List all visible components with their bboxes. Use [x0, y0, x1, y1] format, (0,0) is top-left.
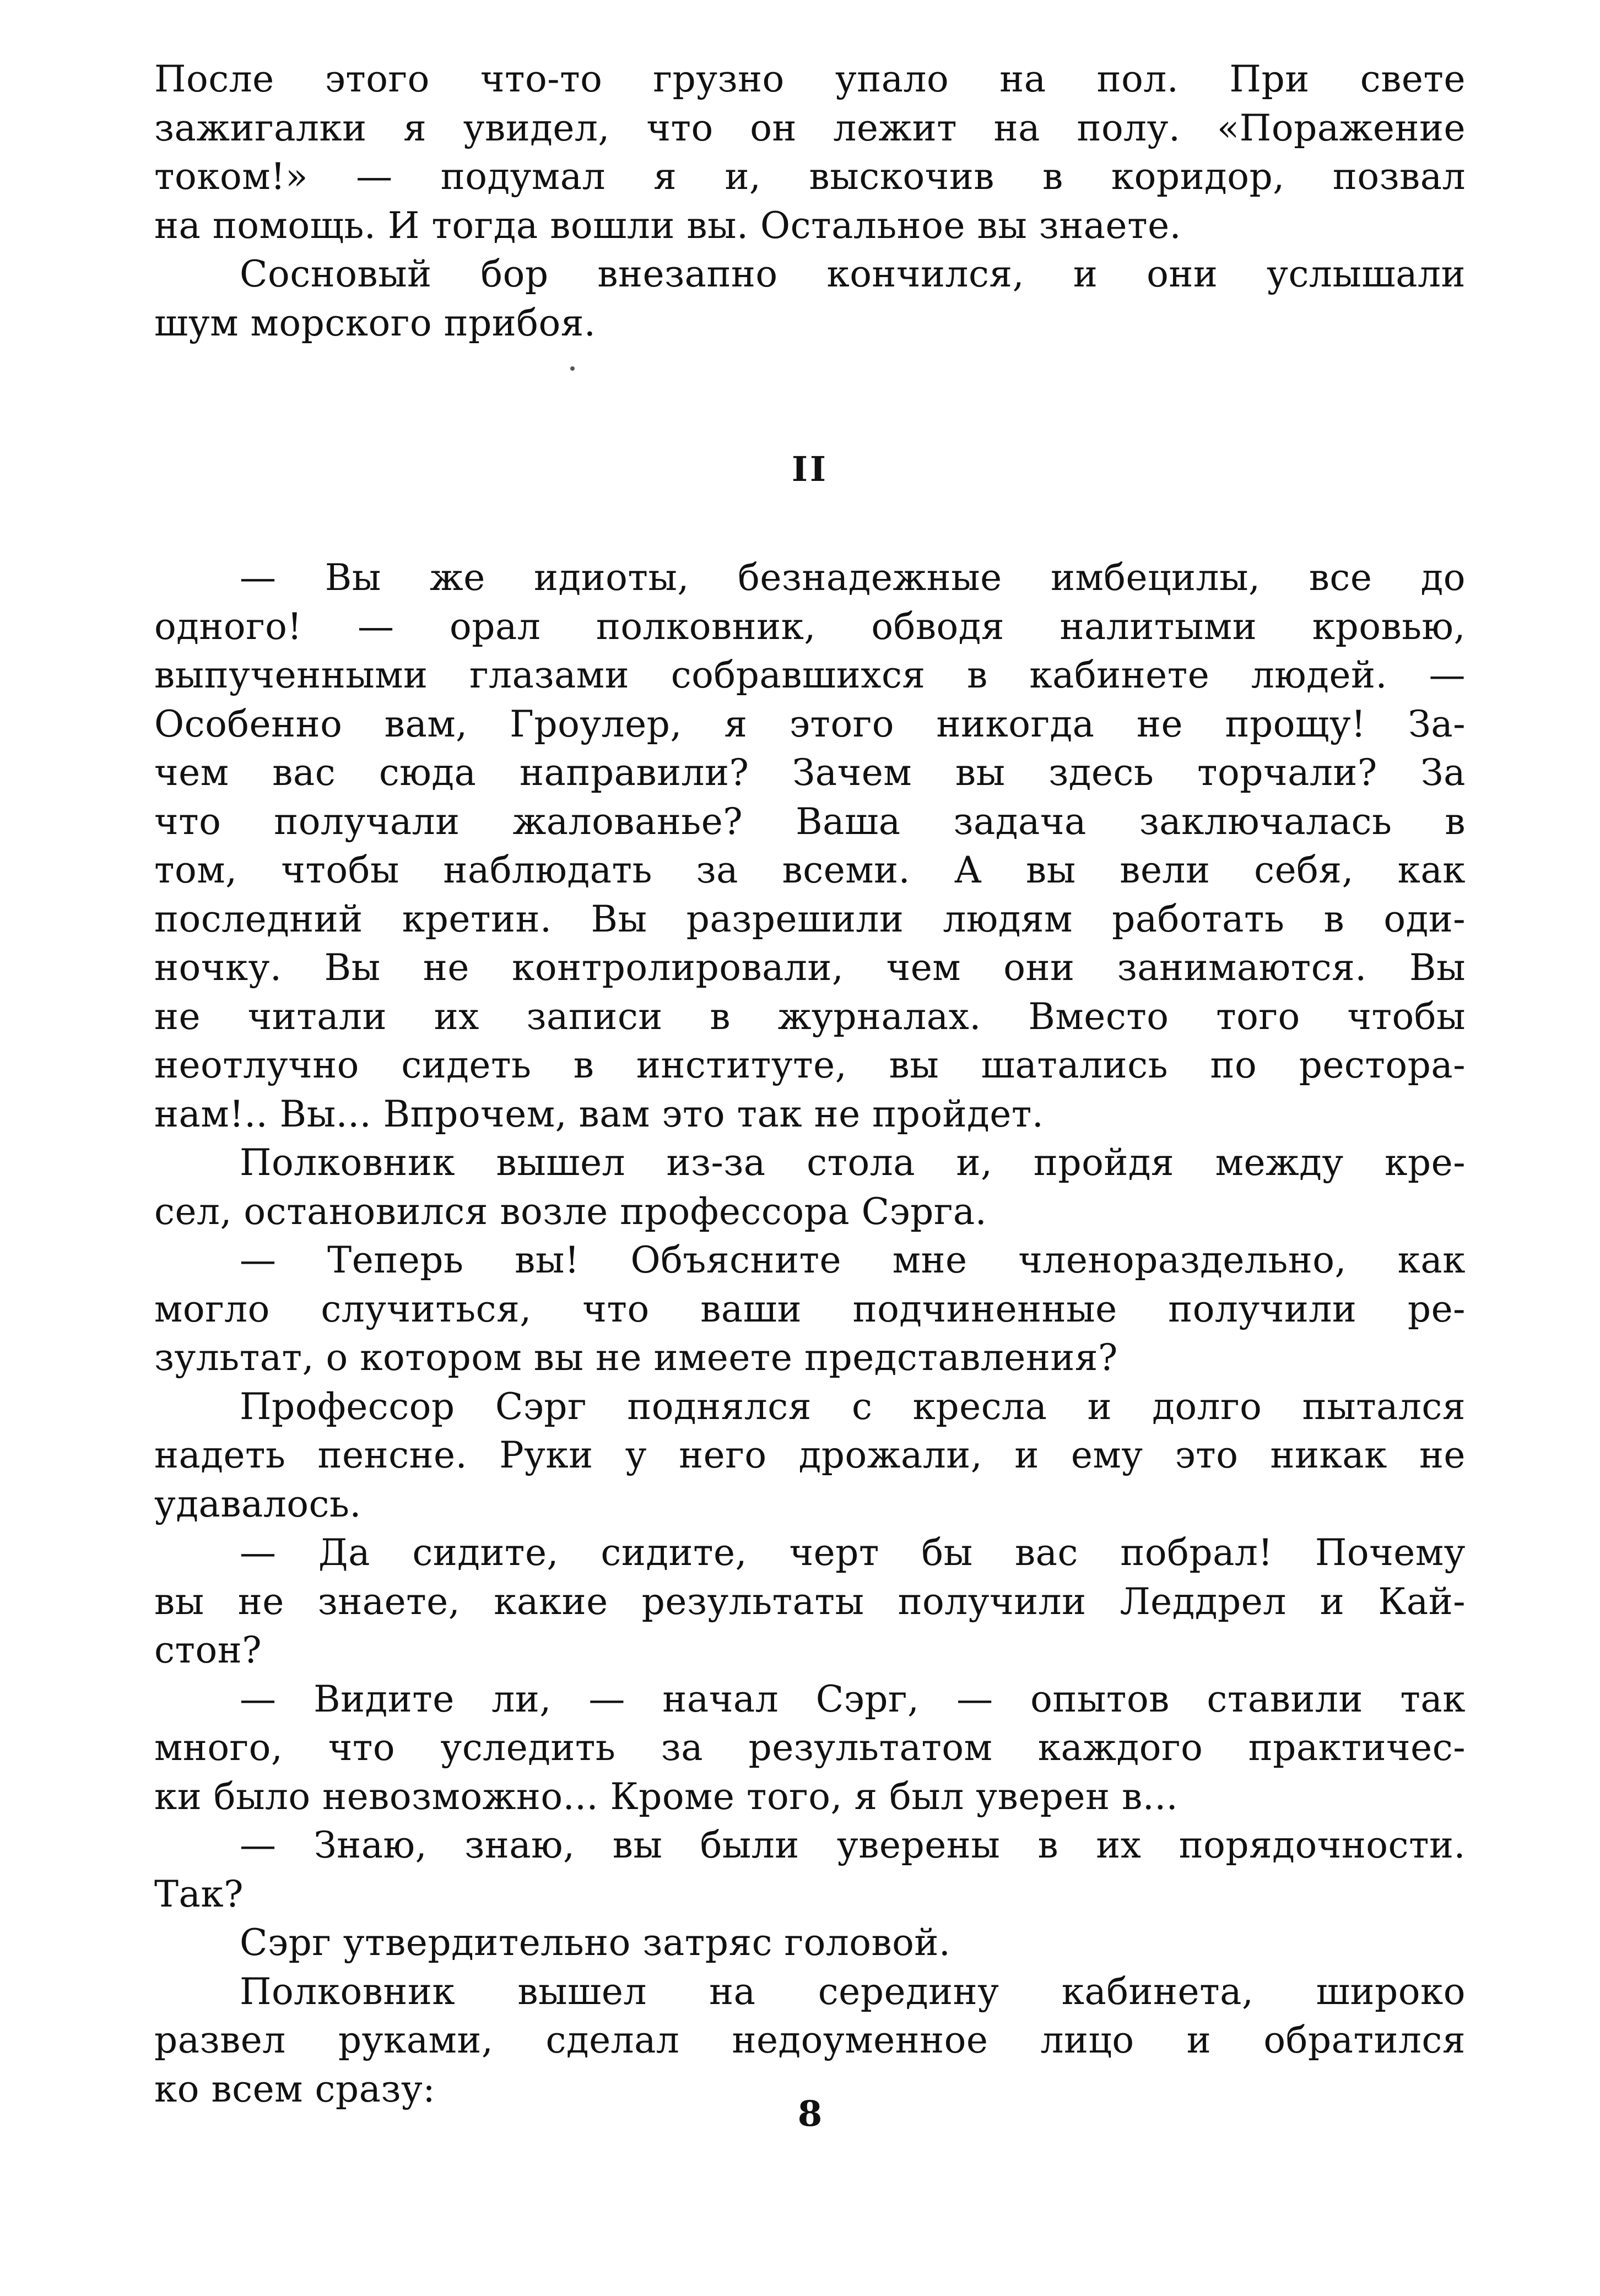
text-line: неотлучно сидеть в институте, вы шатались по рестора-: [154, 1044, 1466, 1086]
text-line: Сэрг утвердительно затряс головой.: [240, 1921, 951, 1964]
section-heading: II: [791, 449, 828, 489]
paragraph: [154, 1821, 1466, 1919]
text-line: надеть пенсне. Руки у него дрожали, и ему это никак не: [154, 1434, 1466, 1476]
paragraph: [154, 554, 1466, 1139]
text-line: на помощь. И тогда вошли вы. Остальное вы знаете.: [154, 204, 1182, 247]
text-line: — Видите ли, — начал Сэрг, — опытов ставили так: [240, 1677, 1466, 1720]
text-line: последний кретин. Вы разрешили людям работать в оди-: [154, 897, 1466, 940]
text-block-top: [154, 55, 1466, 348]
text-line: стон?: [154, 1629, 262, 1671]
text-line: нам!.. Вы... Впрочем, вам это так не пройдет.: [154, 1092, 1044, 1135]
paragraph: [154, 1968, 1466, 2114]
text-line: — Да сидите, сидите, черт бы вас побрал! Почему: [240, 1531, 1466, 1574]
text-line: Полковник вышел из-за стола и, пройдя между кре-: [240, 1141, 1466, 1184]
text-line: После этого что-то грузно упало на пол. При свете: [154, 58, 1466, 100]
paragraph: [154, 55, 1466, 250]
text-line: не читали их записи в журналах. Вместо того чтобы: [154, 995, 1466, 1038]
text-line: — Теперь вы! Объясните мне членораздельно, как: [240, 1239, 1466, 1281]
text-line: что получали жалованье? Ваша задача заключалась в: [154, 800, 1466, 843]
text-line: током!» — подумал я и, выскочив в коридор, позвал: [154, 155, 1466, 198]
text-line: зультат, о котором вы не имеете представления?: [154, 1336, 1118, 1379]
text-line: Профессор Сэрг поднялся с кресла и долго пытался: [240, 1385, 1466, 1428]
paragraph: [154, 250, 1466, 348]
text-line: сел, остановился возле профессора Сэрга.: [154, 1190, 987, 1233]
text-line: одного! — орал полковник, обводя налитыми кровью,: [154, 605, 1466, 648]
text-line: удавалось.: [154, 1482, 361, 1525]
text-line: вы не знаете, какие результаты получили Леддрел и Кай-: [154, 1580, 1466, 1623]
paragraph: [154, 1139, 1466, 1236]
text-line: ко всем сразу:: [154, 2067, 436, 2110]
print-speck: [570, 366, 575, 371]
paragraph: [154, 1529, 1466, 1675]
text-line: развел руками, сделал недоуменное лицо и обратился: [154, 2019, 1466, 2061]
text-line: чем вас сюда направили? Зачем вы здесь торчали? За: [154, 751, 1466, 794]
paragraph: [154, 1675, 1466, 1822]
text-line: том, чтобы наблюдать за всеми. А вы вели себя, как: [154, 849, 1466, 891]
text-line: ночку. Вы не контролировали, чем они занимаются. Вы: [154, 946, 1466, 989]
text-line: ки было невозможно... Кроме того, я был уверен в...: [154, 1775, 1179, 1818]
paragraph: [154, 1236, 1466, 1383]
paragraph: [154, 1383, 1466, 1529]
text-line: Так?: [154, 1872, 244, 1915]
text-line: могло случиться, что ваши подчиненные получили ре-: [154, 1287, 1466, 1330]
paragraph: [154, 1919, 1466, 1968]
text-line: — Знаю, знаю, вы были уверены в их порядочности.: [240, 1824, 1466, 1866]
text-line: зажигалки я увидел, что он лежит на полу. «Поражение: [154, 106, 1466, 149]
page-number: 8: [797, 2093, 823, 2135]
text-line: много, что уследить за результатом каждого практичес-: [154, 1726, 1466, 1769]
text-line: Особенно вам, Гроулер, я этого никогда не прощу! За-: [154, 702, 1466, 745]
text-line: шум морского прибоя.: [154, 301, 596, 344]
text-line: Сосновый бор внезапно кончился, и они услышали: [240, 253, 1466, 295]
text-block-main: [154, 554, 1466, 2114]
book-page: [154, 55, 1466, 2135]
text-line: выпученными глазами собравшихся в кабинете людей. —: [154, 654, 1466, 696]
text-line: — Вы же идиоты, безнадежные имбецилы, все до: [240, 556, 1466, 599]
text-line: Полковник вышел на середину кабинета, широко: [240, 1970, 1466, 2013]
